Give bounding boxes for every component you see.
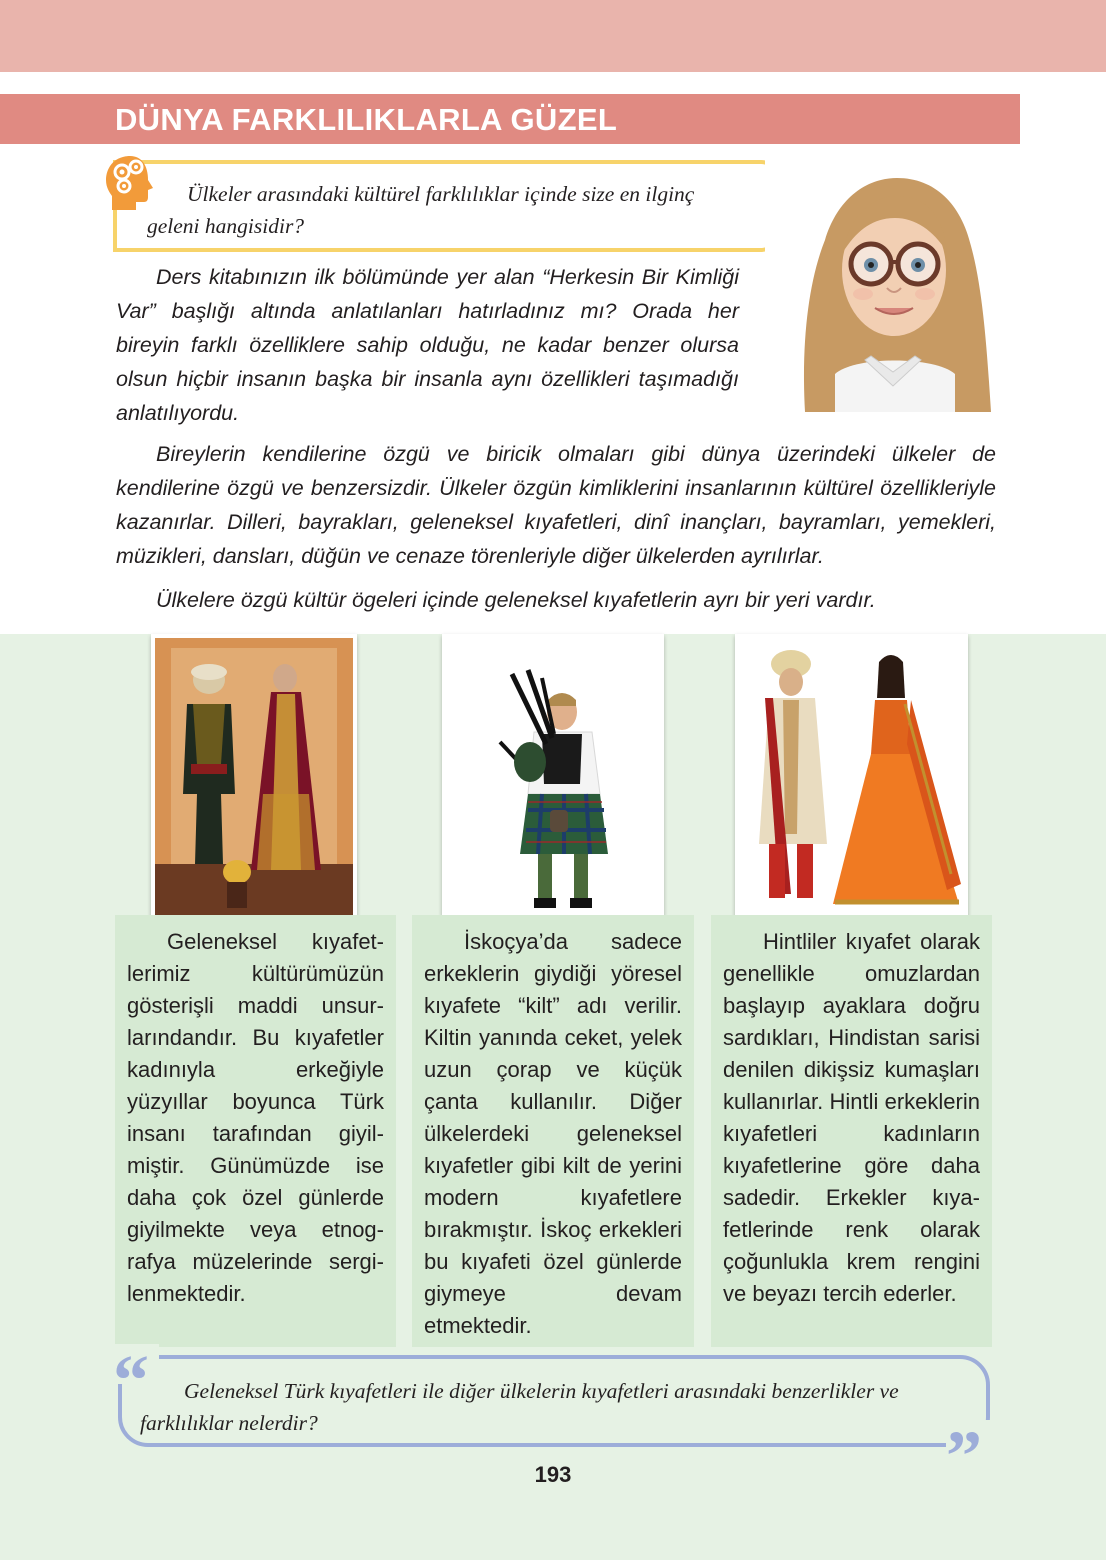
body-paragraph-1: Ders kitabınızın ilk bölümünde yer alan “Herkesin Bir Kimliği Var” başlığı altında anlatılanları hatırladınız mı? Orada her bireyin farklı özelliklere sahip olduğu, ne kadar benzer olursa olsun hiçbir insanın başka bir insanla aynı özellikleri taşımadığı anlatılıyordu. <box>116 265 739 425</box>
section-title: DÜNYA FARKLILIKLARLA GÜZEL <box>115 102 618 137</box>
body-paragraph-2: Bireylerin kendilerine özgü ve biricik olmaları gibi dünya üzerindeki ülkeler de kendilerine özgü ve benzersizdir. Ülkeler özgün kimliklerini insanlarının kültürel özellikleriyle kazanırlar. Dilleri, bayrakları, geleneksel kıyafetleri, dinî inançları, bayramları, yemekleri, müzikleri, dansları, düğün ve cenaze törenleriyle diğer ülkelerden ayrılırlar. <box>116 442 996 568</box>
indian-costume-text: Hintliler kıyafet olarak genellikle omuzlardan başlayıp ayaklara doğru sardıkları, Hindistan sarisi denilen dikişsiz kumaşları kullanırlar. Hintli erkeklerin kıyafetleri kadınların kıyafetlerine göre daha sadedir. Erkekler kıyafetlerinde renk olarak çoğunlukla krem rengini ve beyazı tercih ederler. <box>723 929 980 1306</box>
body-paragraph-3: Ülkelere özgü kültür ögeleri içinde geleneksel kıyafetlerin ayrı bir yeri vardır. <box>156 588 876 612</box>
top-decorative-band <box>0 0 1106 72</box>
discussion-question-box <box>118 1355 990 1447</box>
open-quote-icon: “ <box>113 1344 159 1384</box>
page-number: 193 <box>534 1462 572 1487</box>
indian-costume-photo <box>735 634 968 917</box>
close-quote-icon: ” <box>946 1420 994 1460</box>
question-text: Ülkeler arasındaki kültürel farklılıklar içinde size en ilginç geleni hangisidir? <box>147 182 695 238</box>
scottish-kilt-photo <box>442 634 664 916</box>
question-box <box>113 160 779 252</box>
head-gears-icon <box>100 152 158 214</box>
discussion-question-text: Geleneksel Türk kıyafetleri ile diğer ülkelerin kıyafetleri arasındaki benzerlikler ve farklılıklar nelerdir? <box>140 1379 899 1435</box>
turkish-costume-text: Geleneksel kıyafetlerimiz kültürümüzün gösterişli maddi unsurlarındandır. Bu kıyafetler kadınıyla erkeğiyle yüzyıllar boyunca Türk insanı tarafından giyilmiştir. Günümüzde ise daha çok özel günlerde giyilmekte veya etnografya müzelerinde sergilenmektedir. <box>127 929 384 1306</box>
section-title-bar <box>0 94 1020 144</box>
scottish-costume-card <box>412 915 694 1347</box>
indian-costume-card <box>711 915 992 1347</box>
scottish-costume-text: İskoçya’da sadece erkeklerin giydiği yöresel kıyafete “kilt” adı verilir. Kiltin yanında ceket, yelek uzun çorap ve küçük çanta kullanılır. Diğer ülkelerdeki geleneksel kıyafetler gibi kilt de yerini modern kıyafetlere bırakmıştır. İskoç erkekleri bu kıyafeti özel günlerde giymeye devam etmektedir. <box>424 929 682 1338</box>
girl-with-glasses-photo <box>765 160 1021 412</box>
turkish-costume-card <box>115 915 396 1347</box>
turkish-costume-photo <box>151 634 357 918</box>
